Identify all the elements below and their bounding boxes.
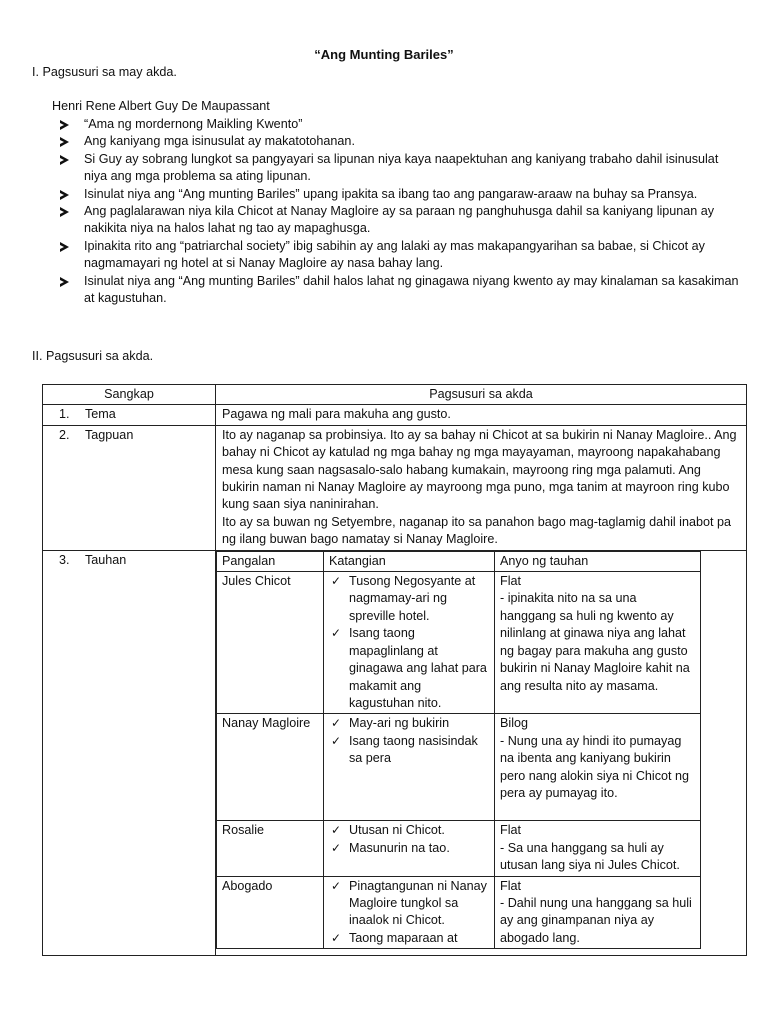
list-item: ✓ Utusan ni Chicot. (329, 822, 489, 839)
header-katangian: Katangian (324, 551, 495, 571)
checkmark-icon: ✓ (331, 878, 342, 893)
trait-list (329, 822, 489, 857)
trait-list (329, 573, 489, 712)
character-name: Rosalie (217, 821, 324, 876)
list-item: Si Guy ay sobrang lungkot sa pangyayari sa lipunan niya kaya naapektuhan ang kaniyang trabaho dahil isinusulat niya ang mga problema sa ating lipunan. (60, 151, 740, 186)
row-number: 2. (59, 427, 70, 442)
checkmark-icon: ✓ (331, 930, 342, 945)
character-name: Jules Chicot (217, 572, 324, 714)
checkmark-icon: ✓ (331, 733, 342, 748)
anyo-type: Bilog (500, 716, 529, 731)
anyo-description: - ipinakita nito na sa una hanggang sa huli ng kwento ay nilinlang at ginawa niya ang lahat ng bagay para makuha ang gusto bukirin ni Nanay Magloire kahit na ang resulta nito ay masama. (500, 591, 690, 693)
section-1-heading: I. Pagsusuri sa may akda. (32, 65, 177, 79)
row-text: Ito ay naganap sa probinsiya. Ito ay sa bahay ni Chicot at sa bukirin ni Nanay Magloire.. Ang bahay ni Chicot ay katulad ng mga bahay ng mga mayayaman, mayroong napakahabang mesa kung saan nagsasalo-salo habang kumakain, mayroong ring mga palamuti. Ang bukirin naman ni Nanay Magloire ay mayroong mga puno, mga tanim at mayroon ring kubo kung saan siya naninirahan. Ito ay sa buwan ng Setyembre, naganap ito sa panahon bago mag-taglamig dahil inabot pa ng ilang buwan bago namatay si Nanay Magloire. (216, 425, 747, 550)
analysis-table (42, 384, 747, 956)
row-label: Tema (85, 407, 116, 422)
header-pangalan: Pangalan (217, 551, 324, 571)
arrow-bullet-icon (60, 190, 69, 200)
list-item: Ang paglalarawan niya kila Chicot at Nanay Magloire ay sa paraan ng panghuhusga dahil sa kaniyang lipunan ay nakikita niya na halos lahat ng tao ay mapaghusga. (60, 203, 740, 238)
document-title: “Ang Munting Bariles” (314, 47, 454, 62)
table-row (43, 405, 747, 425)
row-number: 1. (59, 407, 70, 422)
tauhan-row (217, 821, 701, 876)
arrow-bullet-icon (60, 242, 69, 252)
row-text: Pagawa ng mali para makuha ang gusto. (216, 405, 747, 425)
section-2-heading: II. Pagsusuri sa akda. (32, 349, 154, 363)
row-label: Tauhan (85, 552, 127, 567)
tauhan-header-row (217, 551, 701, 571)
anyo-description: - Dahil nung una hanggang sa huli ay ang ginampanan niya ay abogado lang. (500, 895, 692, 945)
checkmark-icon: ✓ (331, 823, 342, 838)
list-item: ✓ Isang taong nasisindak sa pera (331, 733, 478, 766)
table-row (43, 550, 747, 956)
checkmark-icon: ✓ (331, 840, 342, 855)
list-item: Ang kaniyang mga isinusulat ay makatotohanan. (60, 133, 740, 150)
list-item: Ipinakita rito ang “patriarchal society” ibig sabihin ay ang lalaki ay mas makapangyarihan sa babae, si Chicot ay nagmamayari ng hotel at si Nanay Magloire ay nasa bahay lang. (60, 238, 740, 273)
header-anyo: Anyo ng tauhan (495, 551, 701, 571)
tauhan-row (217, 876, 701, 949)
character-name: Nanay Magloire (217, 714, 324, 821)
list-item: ✓ Pinagtangunan ni Nanay Magloire tungkol sa inaalok ni Chicot. (331, 878, 487, 928)
arrow-bullet-icon (60, 155, 69, 165)
list-item: ✓ Tusong Negosyante at nagmamay-ari ng spreville hotel. (331, 574, 476, 623)
list-item: “Ama ng mordernong Maikling Kwento” (60, 116, 740, 133)
list-item: ✓ Isang taong mapaglinlang at ginagawa ang lahat para makamit ang kagustuhan nito. (331, 626, 487, 710)
arrow-bullet-icon (60, 207, 69, 217)
author-bullet-list (60, 116, 740, 307)
list-item: ✓ Masunurin na tao. (329, 840, 489, 857)
tauhan-table (216, 551, 701, 950)
list-item: ✓ Taong maparaan at (329, 930, 489, 947)
tauhan-row (217, 714, 701, 821)
header-sangkap: Sangkap (43, 385, 216, 405)
table-header-row (43, 385, 747, 405)
trait-list (329, 878, 489, 948)
header-pagsusuri: Pagsusuri sa akda (216, 385, 747, 405)
arrow-bullet-icon (60, 137, 69, 147)
checkmark-icon: ✓ (331, 716, 342, 731)
arrow-bullet-icon (60, 277, 69, 287)
tauhan-row (217, 572, 701, 714)
anyo-type: Flat (500, 823, 521, 838)
list-item: ✓ May-ari ng bukirin (329, 715, 489, 732)
list-item: Isinulat niya ang “Ang munting Bariles” dahil halos lahat ng ginagawa niyang kwento ay may kinalaman sa kasakiman at kagustuhan. (60, 273, 740, 308)
trait-list (329, 715, 489, 767)
row-number: 3. (59, 552, 70, 567)
checkmark-icon: ✓ (331, 626, 342, 641)
checkmark-icon: ✓ (331, 574, 342, 589)
anyo-description: - Sa una hanggang sa huli ay utusan lang siya ni Jules Chicot. (500, 840, 680, 873)
author-name: Henri Rene Albert Guy De Maupassant (52, 99, 270, 113)
table-row (43, 425, 747, 550)
character-name: Abogado (217, 876, 324, 949)
anyo-type: Flat (500, 878, 521, 893)
row-label: Tagpuan (85, 427, 134, 442)
arrow-bullet-icon (60, 120, 69, 130)
anyo-description: - Nung una ay hindi ito pumayag na ibenta ang kaniyang bukirin pero nang alokin siya ni Chicot ng pera ay pumayag ito. (500, 733, 690, 800)
list-item: Isinulat niya ang “Ang munting Bariles” upang ipakita sa ibang tao ang pangaraw-araaw na buhay sa Pransya. (60, 186, 740, 203)
anyo-type: Flat (500, 574, 521, 589)
